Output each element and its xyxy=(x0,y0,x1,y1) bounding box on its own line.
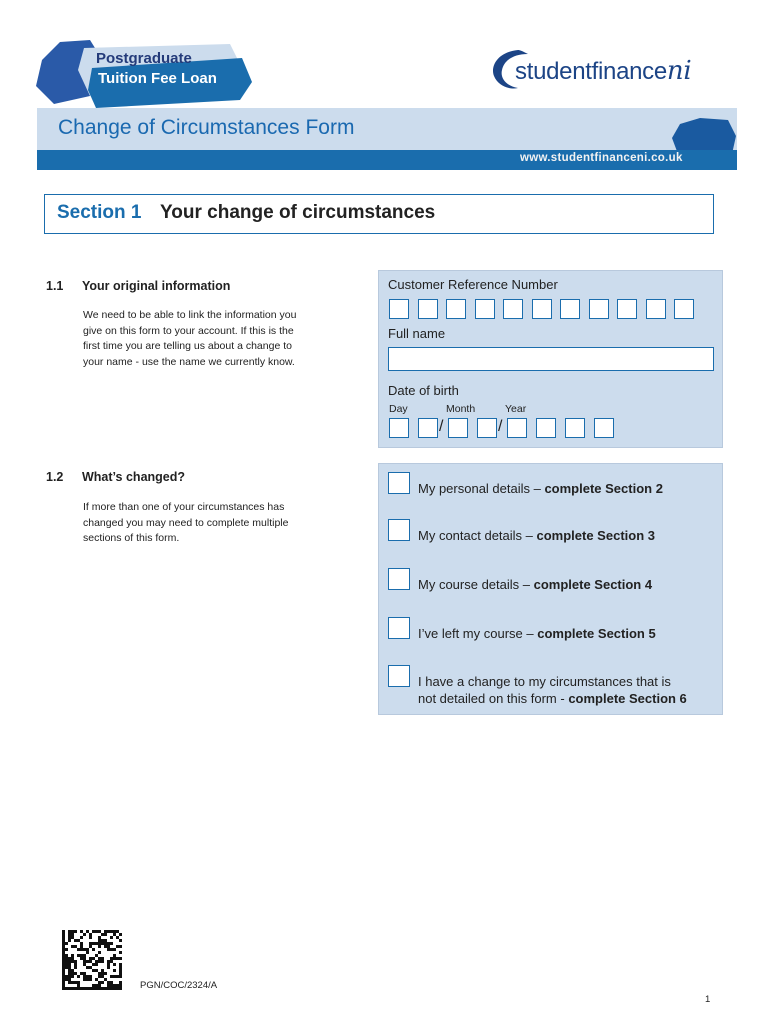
question-description-1-1 xyxy=(83,308,338,370)
dob-separator: / xyxy=(439,418,444,435)
dob-year-digit-4[interactable] xyxy=(594,418,614,438)
full-name-label: Full name xyxy=(388,326,446,341)
crn-digit-box[interactable] xyxy=(446,299,466,319)
section-number: Section 1 xyxy=(57,202,142,223)
option-contact-details xyxy=(418,527,655,544)
personal-details-checkbox[interactable] xyxy=(388,472,410,494)
option-section-link: complete Section 6 xyxy=(568,691,687,706)
form-reference: PGN/COC/2324/A xyxy=(140,980,218,991)
question-title-whats-changed: What’s changed? xyxy=(82,470,186,484)
crn-digit-box[interactable] xyxy=(503,299,523,319)
desc-line: your name - use the name we currently know. xyxy=(83,355,295,368)
dob-year-digit-2[interactable] xyxy=(536,418,556,438)
desc-line: If more than one of your circumstances has xyxy=(83,501,285,513)
option-text: My personal details – xyxy=(418,481,545,496)
contact-details-checkbox[interactable] xyxy=(388,519,410,541)
option-text: not detailed on this form - xyxy=(418,691,569,706)
dob-month-digit-1[interactable] xyxy=(448,418,468,438)
form-title: Change of Circumstances Form xyxy=(58,116,355,139)
crn-digit-box[interactable] xyxy=(646,299,666,319)
option-section-link: complete Section 2 xyxy=(544,481,663,496)
logo-ni-text: ni xyxy=(666,56,692,86)
dob-day-digit-2[interactable] xyxy=(418,418,438,438)
crn-digit-box[interactable] xyxy=(532,299,552,319)
question-number-1-1: 1.1 xyxy=(46,279,64,293)
dob-year-digit-1[interactable] xyxy=(507,418,527,438)
option-text: I’ve left my course – xyxy=(418,626,538,641)
crn-digit-box[interactable] xyxy=(418,299,438,319)
desc-line: give on this form to your account. If this is the xyxy=(83,324,294,337)
logo-main-text: studentfinance xyxy=(515,58,667,85)
date-of-birth-label: Date of birth xyxy=(388,383,459,398)
option-section-link: complete Section 4 xyxy=(533,577,653,592)
crn-digit-box[interactable] xyxy=(674,299,694,319)
data-matrix-barcode xyxy=(62,930,122,990)
option-section-link: complete Section 5 xyxy=(537,626,656,641)
month-label: Month xyxy=(446,403,476,415)
option-text: My contact details – xyxy=(418,528,537,543)
question-description-1-2 xyxy=(83,500,338,547)
dob-year-digit-3[interactable] xyxy=(565,418,585,438)
year-label: Year xyxy=(505,403,527,415)
option-left-course xyxy=(418,625,656,642)
option-text-line-2 xyxy=(418,690,687,707)
option-text: My course details – xyxy=(418,577,534,592)
customer-reference-number-label: Customer Reference Number xyxy=(388,277,558,292)
desc-line: first time you are telling us about a change to xyxy=(83,340,292,352)
crn-digit-box[interactable] xyxy=(589,299,609,319)
crn-digit-box[interactable] xyxy=(475,299,495,319)
dob-day-digit-1[interactable] xyxy=(389,418,409,438)
website-url: www.studentfinanceni.co.uk xyxy=(520,152,683,164)
dob-separator: / xyxy=(498,418,503,435)
option-section-link: complete Section 3 xyxy=(536,528,655,543)
desc-line: We need to be able to link the information you xyxy=(83,309,297,321)
student-finance-logo xyxy=(515,56,691,86)
question-number-1-2: 1.2 xyxy=(46,470,64,484)
question-title-original-information: Your original information xyxy=(82,279,231,293)
option-course-details xyxy=(418,576,652,593)
desc-line: sections of this form. xyxy=(83,532,180,544)
page-number: 1 xyxy=(705,994,711,1005)
day-label: Day xyxy=(389,403,408,415)
crn-digit-box[interactable] xyxy=(389,299,409,319)
desc-line: changed you may need to complete multiple xyxy=(83,516,289,529)
crn-digit-box[interactable] xyxy=(617,299,637,319)
badge-line-postgraduate: Postgraduate xyxy=(96,50,192,67)
other-change-checkbox[interactable] xyxy=(388,665,410,687)
dob-month-digit-2[interactable] xyxy=(477,418,497,438)
badge-line-tuition-fee-loan: Tuition Fee Loan xyxy=(98,70,217,87)
option-personal-details xyxy=(418,480,663,497)
left-course-checkbox[interactable] xyxy=(388,617,410,639)
option-text: I have a change to my circumstances that is xyxy=(418,674,671,689)
section-title: Your change of circumstances xyxy=(160,202,436,223)
course-details-checkbox[interactable] xyxy=(388,568,410,590)
option-other-change xyxy=(418,673,687,707)
crn-digit-box[interactable] xyxy=(560,299,580,319)
full-name-input[interactable] xyxy=(388,347,714,371)
